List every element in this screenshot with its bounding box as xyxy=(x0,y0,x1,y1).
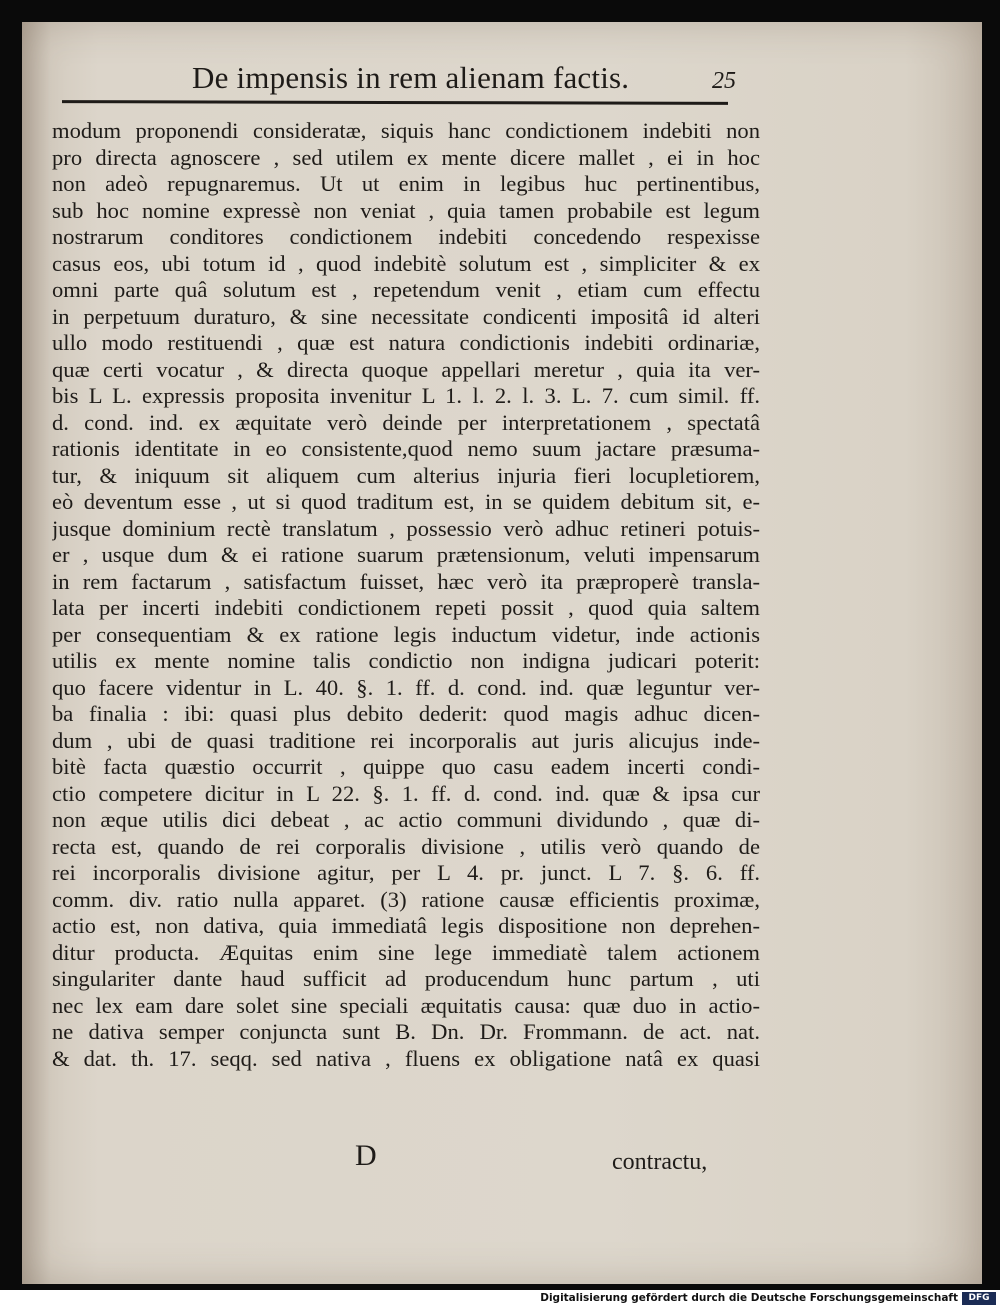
text-line: er , usque dum & ei ratione suarum prætensionum, veluti impensarum xyxy=(52,542,760,567)
text-line: quæ certi vocatur , & directa quoque appellari meretur , quia ita ver- xyxy=(52,356,760,382)
text-line: ne dativa semper conjuncta sunt B. Dn. Dr. Frommann. de act. nat. xyxy=(52,1019,760,1044)
text-line: in perpetuum duraturo, & sine necessitate condicenti impositâ id alteri xyxy=(52,303,760,329)
text-line: non æque utilis dici debeat , ac actio communi dividundo , quæ di- xyxy=(52,807,760,832)
running-head: De impensis in rem alienam factis. xyxy=(192,60,630,95)
text-line: ditur producta. Æquitas enim sine lege immediatè talem actionem xyxy=(52,939,760,965)
text-line: eò deventum esse , ut si quod traditum est, in se quidem debitum sit, e- xyxy=(52,489,760,514)
text-line: dum , ubi de quasi traditione rei incorporalis aut juris alicujus inde- xyxy=(52,727,760,753)
dfg-logo: DFG xyxy=(962,1292,996,1305)
text-line: rationis identitate in eo consistente,quod nemo suum jactare præsuma- xyxy=(52,436,760,461)
text-line: d. cond. ind. ex æquitate verò deinde per interpretationem , spectatâ xyxy=(52,409,760,435)
text-line: recta est, quando de rei corporalis divisione , utilis verò quando de xyxy=(52,833,760,859)
text-line: omni parte quâ solutum est , repetendum venit , etiam cum effectu xyxy=(52,277,760,302)
text-line: sub hoc nomine expressè non veniat , quia tamen probabile est legum xyxy=(52,197,760,223)
book-page xyxy=(22,22,982,1284)
text-line: jusque dominium rectè translatum , possessio verò adhuc retineri potuis- xyxy=(52,515,760,541)
text-line: nec lex eam dare solet sine speciali æquitatis causa: quæ duo in actio- xyxy=(52,992,760,1018)
text-line: casus eos, ubi totum id , quod indebitè solutum est , simpliciter & ex xyxy=(52,250,760,276)
text-line: ba finalia : ibi: quasi plus debito dederit: quod magis adhuc dicen- xyxy=(52,701,760,726)
text-line: tur, & iniquum sit aliquem cum alterius injuria fieri locupletiorem, xyxy=(52,462,760,488)
body-text xyxy=(52,118,760,1072)
text-line: nostrarum conditores condictionem indebiti concedendo respexisse xyxy=(52,224,760,249)
signature-mark: D xyxy=(355,1139,377,1172)
text-line: rei incorporalis divisione agitur, per L 4. pr. junct. L 7. §. 6. ff. xyxy=(52,860,760,885)
text-line: & dat. th. 17. seqq. sed nativa , fluens ex obligatione natâ ex quasi xyxy=(52,1045,760,1071)
text-line: quo facere videntur in L. 40. §. 1. ff. d. cond. ind. quæ leguntur ver- xyxy=(52,674,760,700)
text-line: modum proponendi consideratæ, siquis hanc condictionem indebiti non xyxy=(52,118,760,143)
catchword: contractu, xyxy=(612,1149,708,1175)
text-line: pro directa agnoscere , sed utilem ex mente dicere mallet , ei in hoc xyxy=(52,144,760,170)
text-line: per consequentiam & ex ratione legis inductum videtur, inde actionis xyxy=(52,621,760,647)
head-rule xyxy=(62,100,728,105)
text-line: utilis ex mente nomine talis condictio non indigna judicari poterit: xyxy=(52,648,760,673)
text-line: actio est, non dativa, quia immediatâ legis dispositione non deprehen- xyxy=(52,913,760,938)
footer-credit: Digitalisierung gefördert durch die Deutsche Forschungsgemeinschaft xyxy=(540,1292,958,1304)
text-line: lata per incerti indebiti condictionem repeti possit , quod quia saltem xyxy=(52,595,760,620)
text-line: singulariter dante haud sufficit ad producendum hunc partum , uti xyxy=(52,966,760,991)
text-line: ullo modo restituendi , quæ est natura condictionis indebiti ordinariæ, xyxy=(52,330,760,355)
text-line: bis L L. expressis proposita invenitur L 1. l. 2. l. 3. L. 7. cum simil. ff. xyxy=(52,383,760,408)
page-number: 25 xyxy=(712,68,736,94)
footer-bar xyxy=(0,1290,1000,1308)
text-line: comm. div. ratio nulla apparet. (3) ratione causæ efficientis proximæ, xyxy=(52,886,760,912)
text-line: in rem factarum , satisfactum fuisset, hæc verò ita præproperè transla- xyxy=(52,568,760,594)
text-line: ctio competere dicitur in L 22. §. 1. ff. d. cond. ind. quæ & ipsa cur xyxy=(52,780,760,806)
text-line: bitè facta quæstio occurrit , quippe quo casu eadem incerti condi- xyxy=(52,754,760,779)
text-line: non adeò repugnaremus. Ut ut enim in legibus huc pertinentibus, xyxy=(52,171,760,196)
